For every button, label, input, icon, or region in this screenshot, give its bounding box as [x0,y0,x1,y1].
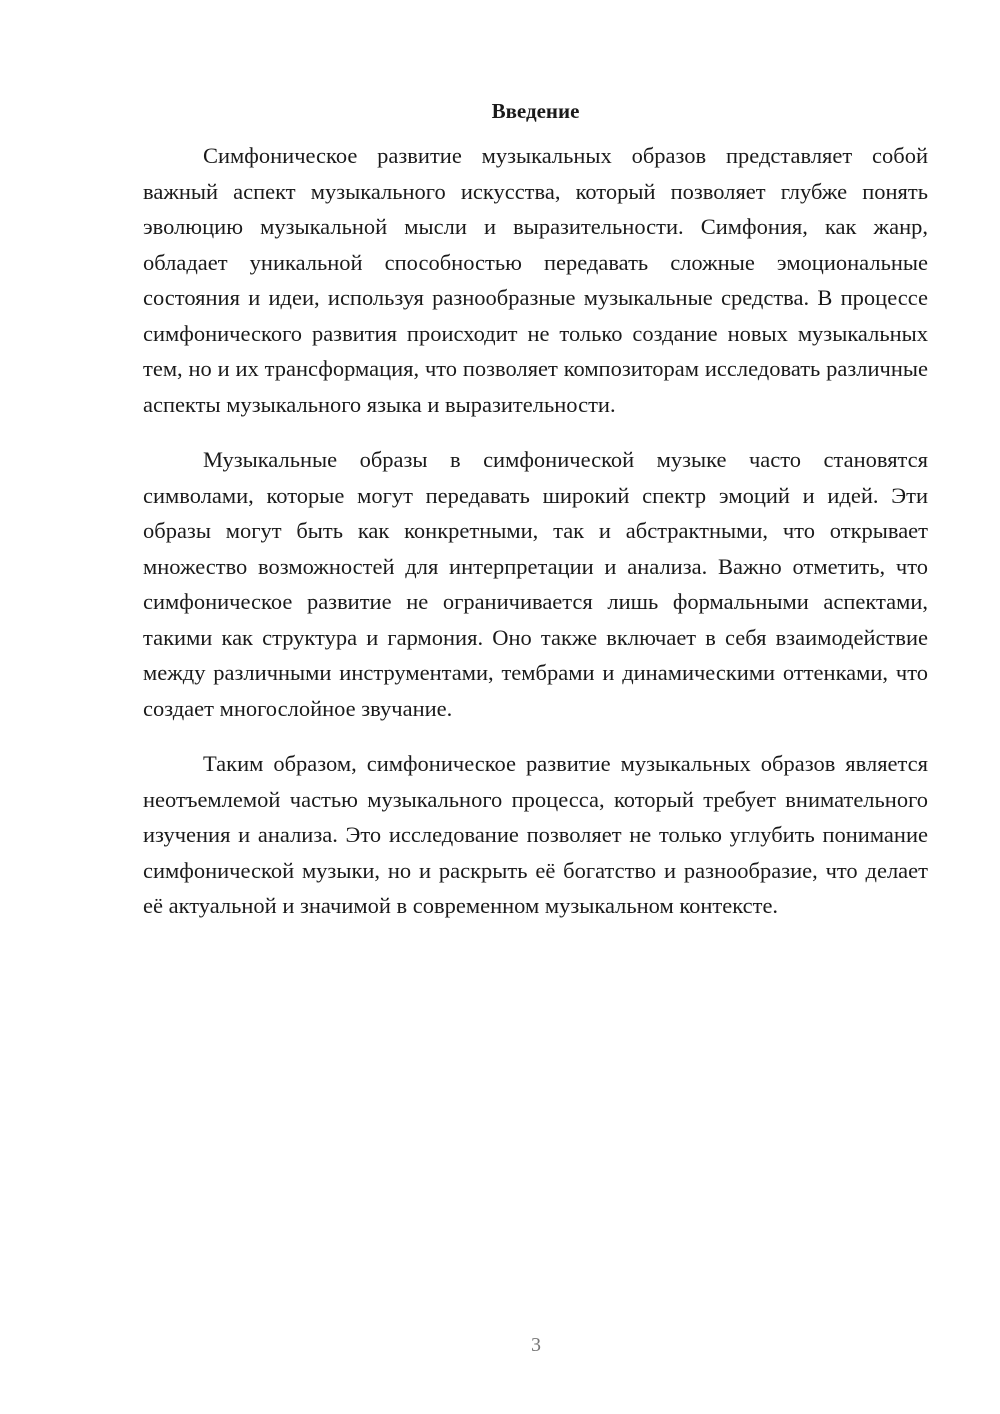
paragraph-3: Таким образом, симфоническое развитие музыкальных образов является неотъемлемой частью музыкального процесса, который требует внимательного изучения и анализа. Это исследование позволяет не только углубить понимание симфонической музыки, но и раскрыть её богатство и разнообразие, что делает её актуальной и значимой в современном музыкальном контексте. [143,751,928,918]
paragraph-2: Музыкальные образы в симфонической музыке часто становятся символами, которые могут передавать широкий спектр эмоций и идей. Эти образы могут быть как конкретными, так и абстрактными, что открывает множество возможностей для интерпретации и анализа. Важно отметить, что симфоническое развитие не ограничивается лишь формальными аспектами, такими как структура и гармония. Оно также включает в себя взаимодействие между различными инструментами, тембрами и динамическими оттенками, что создает многослойное звучание. [143,447,928,721]
paragraph-1: Симфоническое развитие музыкальных образов представляет собой важный аспект музыкального искусства, который позволяет глубже понять эволюцию музыкальной мысли и выразительности. Симфония, как жанр, обладает уникальной способностью передавать сложные эмоциональные состояния и идеи, используя разнообразные музыкальные средства. В процессе симфонического развития происходит не только создание новых музыкальных тем, но и их трансформация, что позволяет композиторам исследовать различные аспекты музыкального языка и выразительности. [143,143,928,417]
section-heading: Введение [491,99,580,123]
page-content [143,96,928,944]
page-number: 3 [531,1334,541,1356]
